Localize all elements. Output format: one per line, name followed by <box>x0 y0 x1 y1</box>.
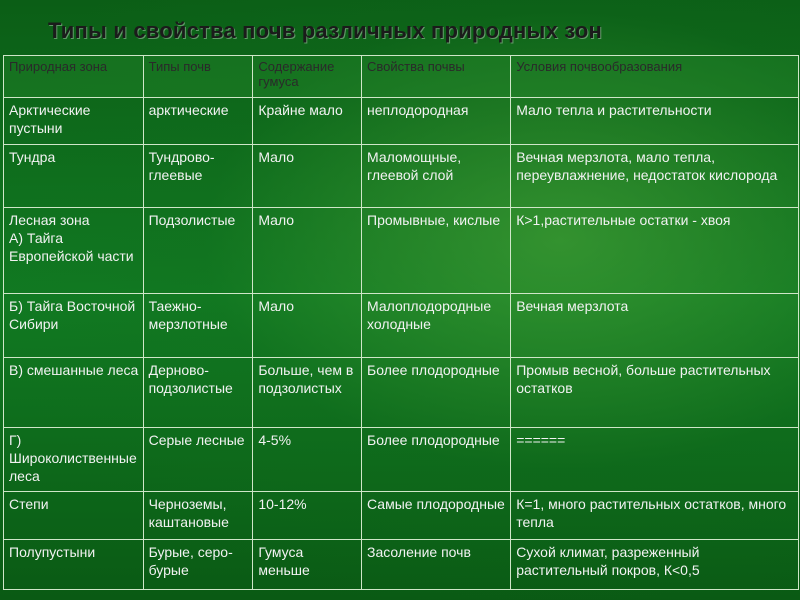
header-zone: Природная зона <box>4 56 144 98</box>
table-row <box>4 492 799 540</box>
cell-soil-type: Подзолистые <box>143 208 253 294</box>
cell-zone <box>4 208 144 294</box>
cell-conditions: Промыв весной, больше растительных остатков <box>511 358 799 428</box>
cell-zone: В) смешанные леса <box>4 358 144 428</box>
soil-table <box>3 55 799 590</box>
table-header-row <box>4 56 799 98</box>
cell-zone-line: Лесная зона <box>9 212 90 228</box>
cell-humus: Мало <box>253 294 362 358</box>
cell-soil-type: Бурые, серо-бурые <box>143 540 253 590</box>
cell-properties: неплодородная <box>362 98 511 145</box>
cell-conditions: К>1,растительные остатки - хвоя <box>511 208 799 294</box>
header-soil-type: Типы почв <box>143 56 253 98</box>
cell-zone: Полупустыни <box>4 540 144 590</box>
table-row <box>4 98 799 145</box>
cell-zone: Б) Тайга Восточной Сибири <box>4 294 144 358</box>
header-humus: Содержание гумуса <box>253 56 362 98</box>
cell-properties: Самые плодородные <box>362 492 511 540</box>
cell-soil-type: Таежно-мерзлотные <box>143 294 253 358</box>
cell-soil-type: арктические <box>143 98 253 145</box>
cell-soil-type: Серые лесные <box>143 428 253 492</box>
cell-soil-type: Черноземы, каштановые <box>143 492 253 540</box>
cell-properties: Более плодородные <box>362 358 511 428</box>
cell-humus: Больше, чем в подзолистых <box>253 358 362 428</box>
cell-humus: Крайне мало <box>253 98 362 145</box>
cell-humus: Мало <box>253 208 362 294</box>
table-row <box>4 145 799 208</box>
cell-zone: Степи <box>4 492 144 540</box>
page-title: Типы и свойства почв различных природных зон <box>48 18 602 43</box>
header-conditions: Условия почвообразования <box>511 56 799 98</box>
cell-conditions: Вечная мерзлота, мало тепла, переувлажнение, недостаток кислорода <box>511 145 799 208</box>
cell-humus: Мало <box>253 145 362 208</box>
cell-conditions: К=1, много растительных остатков, много тепла <box>511 492 799 540</box>
cell-humus: 10-12% <box>253 492 362 540</box>
cell-humus: Гумуса меньше <box>253 540 362 590</box>
cell-properties: Промывные, кислые <box>362 208 511 294</box>
cell-properties: Засоление почв <box>362 540 511 590</box>
cell-zone: Тундра <box>4 145 144 208</box>
table-row <box>4 540 799 590</box>
cell-properties: Малоплодородные холодные <box>362 294 511 358</box>
table-row <box>4 294 799 358</box>
header-properties: Свойства почвы <box>362 56 511 98</box>
cell-zone: Г) Широколиственные леса <box>4 428 144 492</box>
cell-humus: 4-5% <box>253 428 362 492</box>
table-row <box>4 428 799 492</box>
table-row <box>4 208 799 294</box>
cell-zone: Арктические пустыни <box>4 98 144 145</box>
cell-zone-subline: А) Тайга Европейской части <box>9 230 134 264</box>
cell-conditions: Мало тепла и растительности <box>511 98 799 145</box>
cell-conditions: Сухой климат, разреженный растительный покров, К<0,5 <box>511 540 799 590</box>
cell-soil-type: Тундрово-глеевые <box>143 145 253 208</box>
cell-properties: Маломощные, глеевой слой <box>362 145 511 208</box>
cell-soil-type: Дерново-подзолистые <box>143 358 253 428</box>
cell-conditions: ====== <box>511 428 799 492</box>
table-row <box>4 358 799 428</box>
cell-conditions: Вечная мерзлота <box>511 294 799 358</box>
cell-properties: Более плодородные <box>362 428 511 492</box>
